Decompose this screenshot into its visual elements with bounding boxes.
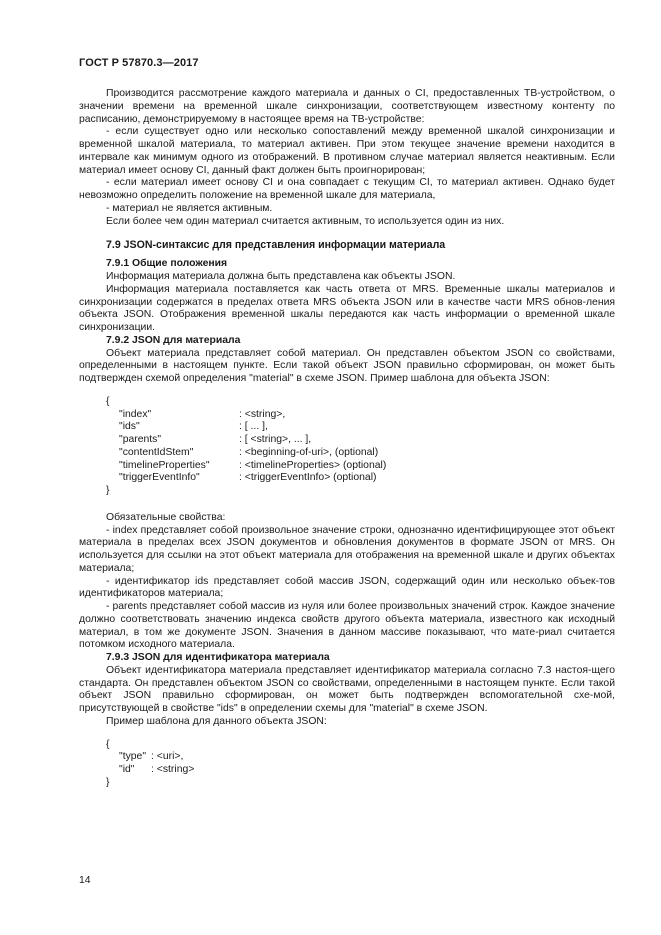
list-item: - если материал имеет основу CI и она совпадает с текущим CI, то материал активен. Однако будет невозможно определить положение на временной шкале для материала, [79, 177, 615, 201]
body-paragraph: Пример шаблона для данного объекта JSON: [106, 715, 327, 727]
code-row [106, 472, 615, 485]
code-value: : <string> [151, 764, 195, 775]
code-key: "timelineProperties" [119, 459, 210, 471]
code-row [106, 447, 615, 460]
code-key: "index" [119, 408, 152, 420]
body-paragraph: Объект идентификатора материала представляет идентификатор материала согласно 7.3 настоя-щего стандарта. Он представлен объектом JSON со свойствами, определенными в настоящем пункте. Если такой объект JSON правильно сформирован, он может быть подтвержден вспомогательной схе-мой, присутствующей в свойстве "ids" в определении схемы для "material" в схеме JSON. [79, 664, 615, 714]
document-header: ГОСТ Р 57870.3—2017 [79, 57, 199, 69]
code-key: "contentIdStem" [119, 446, 194, 458]
code-row [106, 460, 615, 473]
code-row [106, 764, 615, 777]
body-paragraph: Информация материала поставляется как часть ответа от MRS. Временные шкалы материалов и синхронизации содержатся в пределах ответа MRS объекта JSON или в качестве части MRS обнов-ления объекта JSON. Отображения временной шкалы передаются как часть информации о временной шкале синхронизации. [79, 283, 615, 333]
code-brace-open: { [106, 738, 110, 750]
section-heading-7-9-1: 7.9.1 Общие положения [106, 258, 228, 270]
json-template-material [79, 396, 615, 498]
body-paragraph: Обязательные свойства: [106, 511, 226, 523]
code-row [106, 751, 615, 764]
code-brace-close: } [106, 485, 110, 496]
code-value: : <triggerEventInfo> (optional) [239, 472, 377, 484]
body-paragraph: Производится рассмотрение каждого материала и данных о CI, предоставленных TB-устройством, о значении времени на временной шкале синхронизации, соответствующем известному контенту по расписанию, демонстрируемому в настоящее время на TB-устройстве: [79, 88, 615, 125]
code-key: "triggerEventInfo" [119, 472, 200, 484]
list-item: - идентификатор ids представляет собой массив JSON, содержащий один или несколько объек-тов идентификаторов материала; [79, 575, 615, 600]
body-paragraph: Объект материала представляет собой материал. Он представлен объектом JSON со свойствами, определенными в настоящем пункте. Если такой объект JSON правильно сформирован, он может быть подтвержден схемой определения "material" в схеме JSON. Пример шаблона для объекта JSON: [79, 347, 615, 384]
code-key: "type" [119, 751, 147, 763]
list-item: - index представляет собой произвольное значение строки, однозначно идентифицирующее этот объект материала в пределах всех JSON документов и обновления документов в формате JSON от MRS. Он используется для ссылки на этот объект материала для отображения на временной шкале и других объектах материала; [79, 524, 615, 574]
list-item: - parents представляет собой массив из нуля или более произвольных значений строк. Каждое значение должно соответствовать значению индекса свойств другого объекта материала, известного как исходный материал, в том же документе JSON. Значения в данном массиве показывают, что мате-риал считается потомком исходного материала. [79, 601, 615, 651]
code-value: : <beginning-of-uri>, (optional) [239, 446, 379, 458]
list-item: - материал не является активным. [106, 202, 273, 214]
code-value: : <timelineProperties> (optional) [239, 459, 387, 471]
body-paragraph: Информация материала должна быть представлена как объекты JSON. [106, 271, 456, 282]
page-number: 14 [79, 875, 91, 886]
section-heading-7-9-3: 7.9.3 JSON для идентификатора материала [106, 652, 330, 663]
code-value: : [ ... ], [239, 421, 268, 433]
section-heading-7-9-2: 7.9.2 JSON для материала [106, 334, 241, 346]
code-row [106, 409, 615, 422]
code-value: : <string>, [239, 408, 286, 420]
code-row [106, 421, 615, 434]
json-template-material-identifier [79, 739, 615, 790]
body-paragraph: Если более чем один материал считается активным, то используется один из них. [106, 215, 505, 227]
page-body [79, 88, 615, 790]
code-brace-open: { [106, 395, 110, 407]
code-value: : [ <string>, ... ], [239, 434, 312, 445]
code-value: : <uri>, [151, 751, 184, 763]
code-key: "ids" [119, 421, 140, 433]
code-key: "id" [119, 764, 135, 775]
code-row [106, 434, 615, 447]
code-key: "parents" [119, 434, 162, 445]
list-item: - если существует одно или несколько сопоставлений между временной шкалой синхронизации и временной шкалой материала, то материал активен. При этом текущее значение времени находится в интервале как минимум одного из отображений. В противном случае материал является неактивным. Если материал имеет основу CI, данный факт должен быть проигнорирован; [79, 126, 615, 176]
section-heading-7-9: 7.9 JSON-синтаксис для представления информации материала [106, 239, 446, 252]
code-brace-close: } [106, 776, 110, 788]
